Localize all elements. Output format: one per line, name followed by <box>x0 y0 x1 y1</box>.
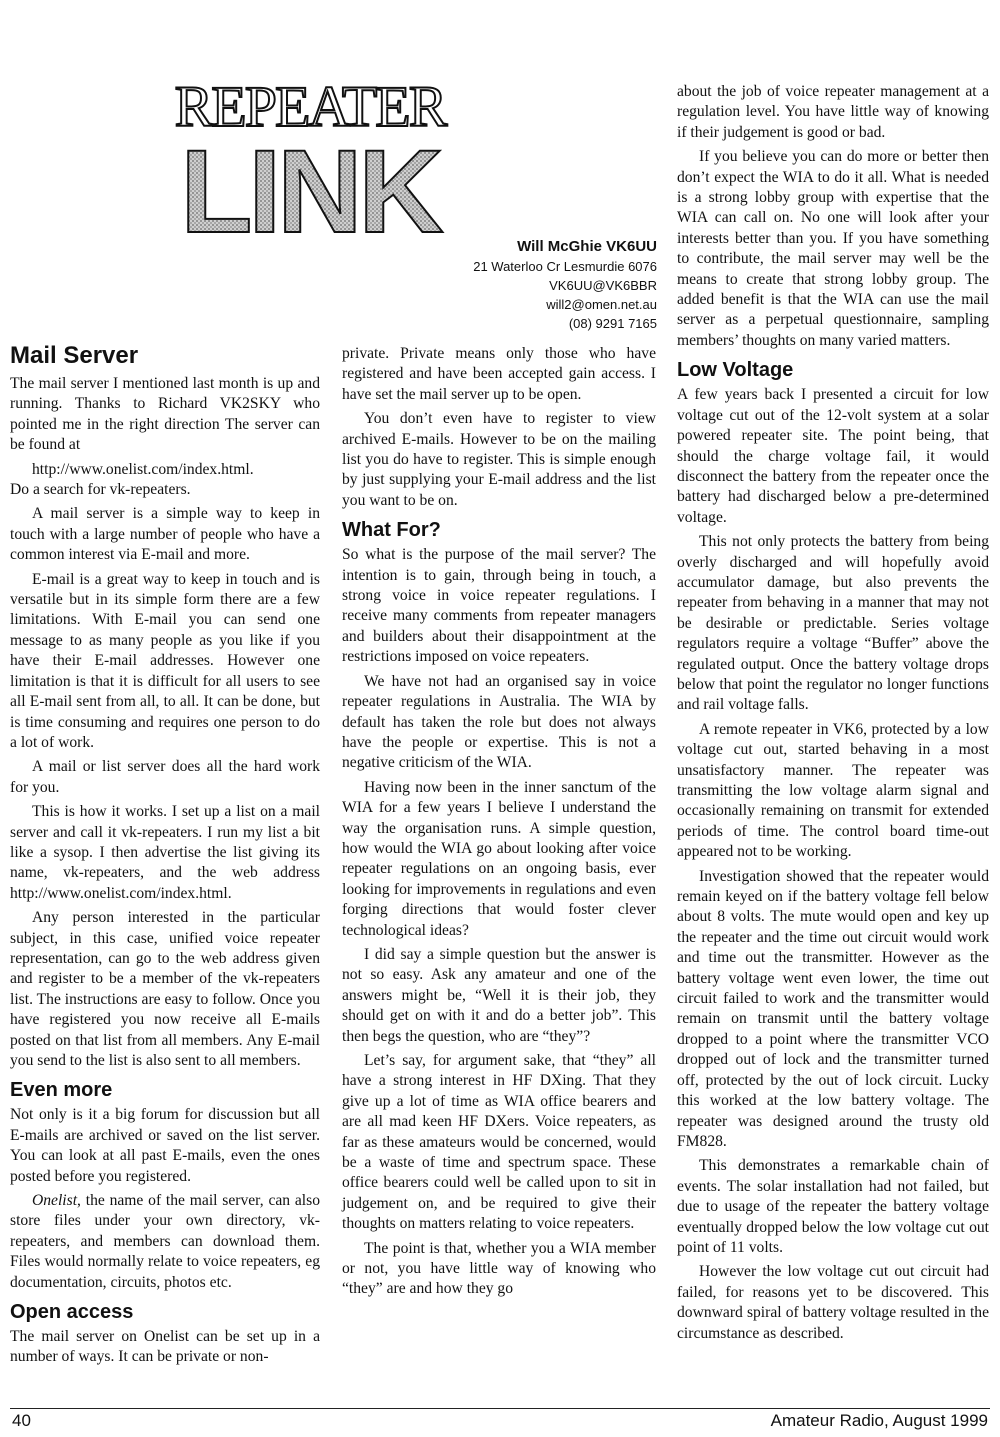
paragraph: A few years back I presented a circuit for low voltage cut out of the 12-volt system at a solar powered repeater site. The point being, that should the charge voltage fail, it would disconnect the battery from the repeater once the battery had discharged below a pre-determined voltage. <box>677 386 989 526</box>
paragraph: You don’t even have to register to view archived E-mails. However to be on the mailing list you do have to register. This is simple enough by just supplying your E-mail address and the list you want to be on. <box>342 410 656 509</box>
column-1 <box>10 340 320 1372</box>
paragraph: Any person interested in the particular subject, in this case, unified voice repeater representation, can go to the web address given and register to be a member of the vk-repeaters list. The instructions are easy to follow. Once you have registered you now receive all E-mails posted on that list from all members. Any E-mail you send to the list is also sent to all members. <box>10 909 320 1069</box>
paragraph: A mail server is a simple way to keep in touch with a large number of people who have a common interest via E-mail and more. <box>10 505 320 564</box>
heading-open-access: Open access <box>10 1301 134 1324</box>
paragraph: The mail server I mentioned last month is up and running. Thanks to Richard VK2SKY who pointed me in the right direction The server can be found at <box>10 375 320 454</box>
heading-mail-server: Mail Server <box>10 342 139 369</box>
heading-low-voltage: Low Voltage <box>677 359 794 382</box>
author-email: will2@omen.net.au <box>546 297 657 312</box>
paragraph: Do a search for vk-repeaters. <box>10 481 191 499</box>
paragraph: We have not had an organised say in voice repeater regulations in Australia. The WIA by default has taken the role but does not always have the people or expertise. This is not a negative criticism of the WIA. <box>342 672 656 772</box>
paragraph: Having now been in the inner sanctum of the WIA for a few years I believe I understand the way the organisation runs. A simple question, how would the WIA go about looking after voice repeater regulations on an ongoing basis, ever looking for improvements in regulations and even forging directions that would foster clever technological ideas? <box>342 778 656 939</box>
paragraph: E-mail is a great way to keep in touch and is versatile but in its simple form there are a few limitations. With E-mail you can send one message to as many people as you like if you have their E-mail addresses. However one limitation is that it is difficult for all users to see all E-mail sent from all, to all. It can be done, but is time consuming and requires one person to do a lot of work. <box>10 570 320 751</box>
footer-rule <box>10 1408 990 1409</box>
heading-what-for: What For? <box>342 519 441 542</box>
author-address: 21 Waterloo Cr Lesmurdie 6076 <box>473 259 657 274</box>
paragraph: Not only is it a big forum for discussion but all E-mails are archived or saved on the list server. You can look at all past E-mails, even the ones posted before you registered. <box>10 1106 320 1185</box>
author-name: Will McGhie VK6UU <box>517 238 657 255</box>
paragraph: Investigation showed that the repeater would remain keyed on if the battery voltage fell below about 8 volts. The mute would open and key up the repeater and the time out circuit would work and time out the transmitter. However as the battery voltage went even lower, the time out circuit failed to work and the transmitter would remain on transmit until the battery voltage dropped to a point where the transmitter VCO dropped out of lock and the transmitter turned off, protected by the out of lock circuit. Lucky this worked at the low battery voltage. The repeater was designed around the trusty old FM828. <box>677 867 989 1150</box>
paragraph: So what is the purpose of the mail server? The intention is to gain, through being in touch, a strong voice in voice repeater regulations. I receive many comments from repeater managers and builders about their disappointment at the restrictions imposed on voice repeaters. <box>342 546 656 666</box>
publication-line: Amateur Radio, August 1999 <box>770 1411 988 1430</box>
paragraph <box>10 1191 320 1293</box>
column-2 <box>342 344 656 1304</box>
paragraph: about the job of voice repeater management at a regulation level. You have little way of knowing if their judgement is good or bad. <box>677 83 989 141</box>
logo-repeater-text: REPEATER <box>174 80 446 139</box>
paragraph: This is how it works. I set up a list on a mail server and call it vk-repeaters. I run my list a bit like a sysop. I then advertise the list giving its name, vk-repeaters, and the web address http://www.onelist.com/index.html. <box>10 803 320 902</box>
paragraph: private. Private means only those who have registered and have been accepted gain access. I have set the mail server up to be open. <box>342 345 656 403</box>
author-packet-address: VK6UU@VK6BBR <box>549 278 657 293</box>
paragraph: Let’s say, for argument sake, that “they” all have a strong interest in HF DXing. That they give up a lot of time as WIA office bearers and are all mad keen HF DXers. Voice repeaters, as far as these amateurs would be concerned, would be a waste of time and spectrum space. These office bearers could well be called upon to sit in judgement on, and be required to give their thoughts on matters relating to voice repeaters. <box>342 1052 656 1233</box>
logo-link-text: LINK <box>180 126 440 250</box>
paragraph: The mail server on Onelist can be set up in a number of ways. It can be private or non- <box>10 1328 320 1366</box>
onelist-url: http://www.onelist.com/index.html. <box>32 460 254 478</box>
paragraph: I did say a simple question but the answer is not so easy. Ask any amateur and one of the answers might be, “Well it is their job, they should get on with it and do a better job”. This then begs the question, who are “they”? <box>342 945 656 1045</box>
paragraph: However the low voltage cut out circuit had failed, for reasons yet to be discovered. This downward spiral of battery voltage resulted in the circumstance as described. <box>677 1263 989 1342</box>
paragraph-text: , the name of the mail server, can also store files under your own directory, vk-repeaters, and members can download them. Files would normally relate to voice repeaters, eg documentation, circuits, photos etc. <box>10 1192 320 1291</box>
column-3 <box>677 82 989 1348</box>
paragraph: This demonstrates a remarkable chain of events. The solar installation had not failed, but due to usage of the repeater the battery voltage eventually dropped below the low voltage cut out point of 11 volts. <box>677 1157 989 1256</box>
paragraph: A remote repeater in VK6, protected by a low voltage cut out, started behaving in a most unsatisfactory manner. The repeater was transmitting the low voltage alarm signal and occasionally remaining on transmit for extended periods of time. The control board time-out appeared not to be working. <box>677 720 989 861</box>
paragraph: The point is that, whether you a WIA member or not, you have little way of knowing who “they” are and how they go <box>342 1239 656 1298</box>
onelist-name: Onelist <box>32 1192 78 1210</box>
page-number: 40 <box>12 1411 31 1430</box>
author-phone: (08) 9291 7165 <box>568 316 657 331</box>
paragraph: If you believe you can do more or better then don’t expect the WIA to do it all. What is needed is a strong lobby group with expertise that the WIA can call on. No one will look after your interests better than you. If you have something to contribute, the mail server may well be the means to create that strong lobby group. The added benefit is that the WIA can use the mail server as a perpetual questionnaire, sampling members’ thoughts on many varied matters. <box>677 148 989 349</box>
repeater-link-logo <box>160 80 460 250</box>
paragraph: A mail or list server does all the hard work for you. <box>10 758 320 796</box>
author-block <box>473 237 657 333</box>
heading-even-more: Even more <box>10 1079 113 1102</box>
paragraph: This not only protects the battery from being overly discharged and will hopefully avoid accumulator damage, but also prevents the repeater from behaving in a manner that may not be desirable or predictable. Series voltage regulators require a voltage “Buffer” above the regulated output. Once the battery voltage drops below that point the regulator no longer functions and rail voltage falls. <box>677 533 989 714</box>
